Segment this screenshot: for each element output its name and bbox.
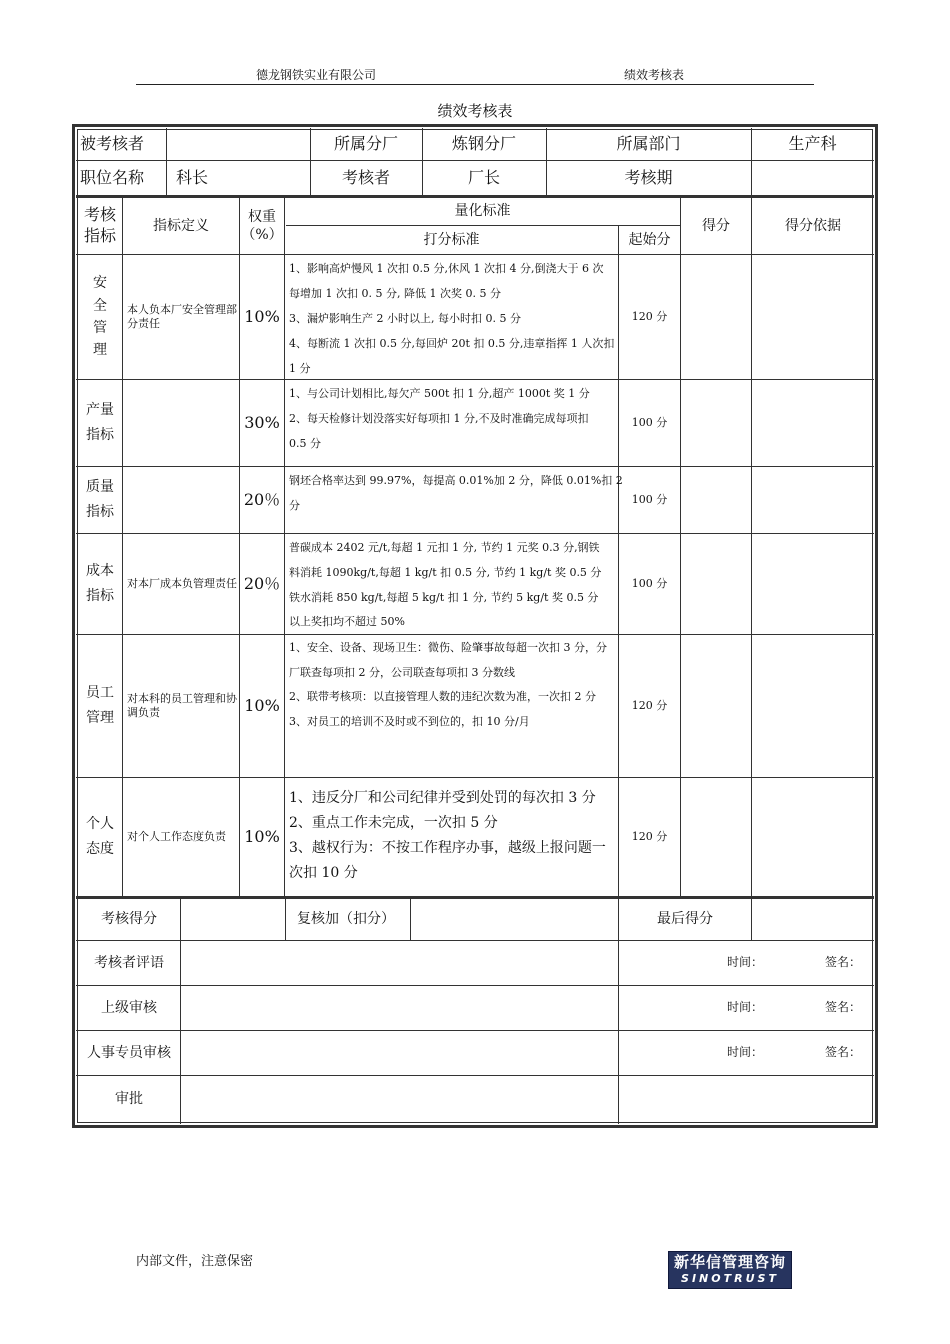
period-label: 考核期	[624, 167, 673, 187]
row-output-standard-line: 1、与公司计划相比,每欠产 500t 扣 1 分,超产 1000t 奖 1 分	[289, 387, 590, 400]
row-cost-standard-line: 铁水消耗 850 kg/t,每超 5 kg/t 扣 1 分, 节约 5 kg/t 奖 0.5 分	[289, 591, 599, 604]
row-cost-weight: 20％	[243, 573, 281, 593]
confidential-note: 内部文件，注意保密	[136, 1254, 254, 1269]
row-cost-standard-line: 以上奖扣均不超过 50%	[289, 615, 405, 628]
final-score-label: 最后得分	[657, 911, 713, 928]
row-staff-score-cell[interactable]	[681, 635, 751, 777]
department-value: 生产科	[788, 133, 837, 153]
review-adjust-label: 复核加（扣分）	[297, 911, 395, 928]
row-output-name: 产量 指标	[86, 401, 114, 443]
row-attitude-definition: 对个人工作态度负责	[127, 829, 226, 843]
superior-review-sign: 签名：	[825, 1000, 862, 1015]
row-output-start: 100 分	[631, 415, 668, 429]
header-definition: 指标定义	[153, 217, 209, 234]
position-value: 科长	[176, 167, 209, 187]
row-safety-standard-line: 1 分	[289, 362, 311, 375]
examinee-label: 被考核者	[80, 133, 145, 153]
row-output-standard-line: 2、每天检修计划没落实好每项扣 1 分,不及时准确完成每项扣	[289, 412, 589, 425]
examinee-value[interactable]	[168, 128, 308, 160]
sinotrust-logo	[668, 1251, 792, 1289]
row-staff-standard-line: 3、对员工的培训不及时或不到位的，扣 10 分/月	[289, 715, 530, 728]
logo-chinese-text: 新华信管理咨询	[673, 1253, 786, 1271]
row-output-standard-line: 0.5 分	[289, 437, 321, 450]
row-safety-start: 120 分	[631, 309, 668, 323]
form-title: 绩效考核表	[437, 102, 513, 120]
superior-review-label: 上级审核	[101, 999, 157, 1016]
header-weight: 权重 （%）	[241, 208, 283, 243]
row-quality-standard-line: 分	[289, 499, 300, 512]
row-attitude-name: 个人 态度	[86, 815, 114, 857]
header-score: 得分	[702, 217, 730, 234]
header-doc-name: 绩效考核表	[624, 68, 685, 82]
examiner-comment-cell[interactable]	[181, 941, 618, 985]
row-attitude-score-cell[interactable]	[681, 778, 751, 896]
approval-cell[interactable]	[181, 1076, 618, 1122]
logo-english-text: SINOTRUST	[681, 1272, 779, 1285]
exam-score-cell[interactable]	[181, 899, 285, 940]
row-safety-standard-line: 每增加 1 次扣 0. 5 分, 降低 1 次奖 0. 5 分	[289, 287, 501, 300]
final-score-cell[interactable]	[752, 899, 874, 940]
superior-review-time: 时间：	[727, 1000, 764, 1015]
row-attitude-weight: 10%	[244, 826, 280, 846]
row-quality-standard-line: 钢坯合格率达到 99.97%，每提高 0.01%加 2 分，降低 0.01%扣 2	[289, 474, 623, 487]
row-staff-name: 员工 管理	[86, 684, 114, 726]
row-staff-standard-line: 2、联带考核项：以直接管理人数的违纪次数为准，一次扣 2 分	[289, 690, 596, 703]
row-output-basis-cell[interactable]	[752, 380, 874, 466]
row-quality-start: 100 分	[631, 492, 668, 506]
row-quality-weight: 20％	[243, 489, 281, 509]
examiner-label: 考核者	[341, 167, 390, 187]
period-value[interactable]	[753, 161, 873, 195]
row-staff-standard-line: 厂联查每项扣 2 分，公司联查每项扣 3 分数线	[289, 666, 515, 679]
row-quality-score-cell[interactable]	[681, 467, 751, 533]
row-attitude-standard-line: 3、越权行为：不按工作程序办事，越级上报问题一	[289, 840, 606, 856]
row-quality-name: 质量 指标	[86, 478, 114, 520]
branch-value: 炼钢分厂	[451, 133, 516, 153]
row-safety-standard-line: 3、漏炉影响生产 2 小时以上, 每小时扣 0. 5 分	[289, 312, 521, 325]
examiner-value: 厂长	[467, 167, 500, 187]
row-quality-basis-cell[interactable]	[752, 467, 874, 533]
header-start-score: 起始分	[628, 231, 671, 248]
row-cost-standard-line: 普碳成本 2402 元/t,每超 1 元扣 1 分, 节约 1 元奖 0.3 分,钢铁	[289, 541, 600, 554]
row-staff-basis-cell[interactable]	[752, 635, 874, 777]
hr-review-time: 时间：	[727, 1045, 764, 1060]
row-safety-name: 安 全 管 理	[93, 275, 107, 359]
row-attitude-standard-line: 次扣 10 分	[289, 865, 358, 881]
row-cost-standard-line: 料消耗 1090kg/t,每超 1 kg/t 扣 0.5 分, 节约 1 kg/t 奖 0.5 分	[289, 566, 602, 579]
row-safety-standard-line: 1、影响高炉慢风 1 次扣 0.5 分,休风 1 次扣 4 分,倒浇大于 6 次	[289, 262, 604, 275]
header-quant-standard: 量化标准	[454, 203, 511, 220]
review-adjust-cell[interactable]	[411, 899, 618, 940]
department-label: 所属部门	[616, 133, 681, 153]
row-output-weight: 30%	[244, 412, 280, 432]
row-attitude-standard-line: 2、重点工作未完成，一次扣 5 分	[289, 815, 498, 831]
row-attitude-standard-line: 1、违反分厂和公司纪律并受到处罚的每次扣 3 分	[289, 790, 596, 806]
header-score-basis: 得分依据	[785, 217, 841, 234]
row-quality-definition	[127, 467, 237, 533]
examiner-comment-label: 考核者评语	[94, 954, 164, 971]
approval-label: 审批	[115, 1090, 143, 1107]
row-safety-weight: 10%	[244, 306, 280, 326]
row-safety-standard-line: 4、每断流 1 次扣 0.5 分,每回炉 20t 扣 0.5 分,违章指挥 1 人次扣	[289, 337, 615, 350]
row-attitude-start: 120 分	[631, 829, 668, 843]
row-staff-start: 120 分	[631, 698, 668, 712]
row-safety-definition: 本人负本厂安全管理部分责任	[127, 302, 237, 330]
examiner-comment-time: 时间：	[727, 955, 764, 970]
row-cost-definition: 对本厂成本负管理责任	[127, 576, 237, 590]
page-header	[136, 66, 814, 85]
row-staff-definition: 对本科的员工管理和协调负责	[127, 691, 237, 719]
approval-sign-cell[interactable]	[619, 1076, 874, 1122]
exam-score-label: 考核得分	[101, 911, 157, 928]
row-safety-score-cell[interactable]	[681, 255, 751, 379]
header-scoring-standard: 打分标准	[423, 231, 480, 248]
row-attitude-basis-cell[interactable]	[752, 778, 874, 896]
company-name: 德龙钢铁实业有限公司	[256, 68, 377, 82]
row-staff-standard-line: 1、安全、设备、现场卫生：微伤、险肇事故每超一次扣 3 分，分	[289, 641, 607, 654]
hr-review-cell[interactable]	[181, 1031, 618, 1075]
hr-review-label: 人事专员审核	[87, 1044, 171, 1061]
position-label: 职位名称	[80, 167, 145, 187]
row-cost-basis-cell[interactable]	[752, 534, 874, 634]
row-cost-start: 100 分	[631, 576, 668, 590]
superior-review-cell[interactable]	[181, 986, 618, 1030]
row-staff-weight: 10%	[244, 695, 280, 715]
header-indicator: 考核 指标	[83, 205, 116, 245]
row-safety-basis-cell[interactable]	[752, 255, 874, 379]
examiner-comment-sign: 签名：	[825, 955, 862, 970]
row-cost-score-cell[interactable]	[681, 534, 751, 634]
hr-review-sign: 签名：	[825, 1045, 862, 1060]
row-cost-name: 成本 指标	[86, 562, 114, 604]
branch-label: 所属分厂	[333, 133, 398, 153]
row-output-definition	[127, 380, 237, 466]
row-output-score-cell[interactable]	[681, 380, 751, 466]
